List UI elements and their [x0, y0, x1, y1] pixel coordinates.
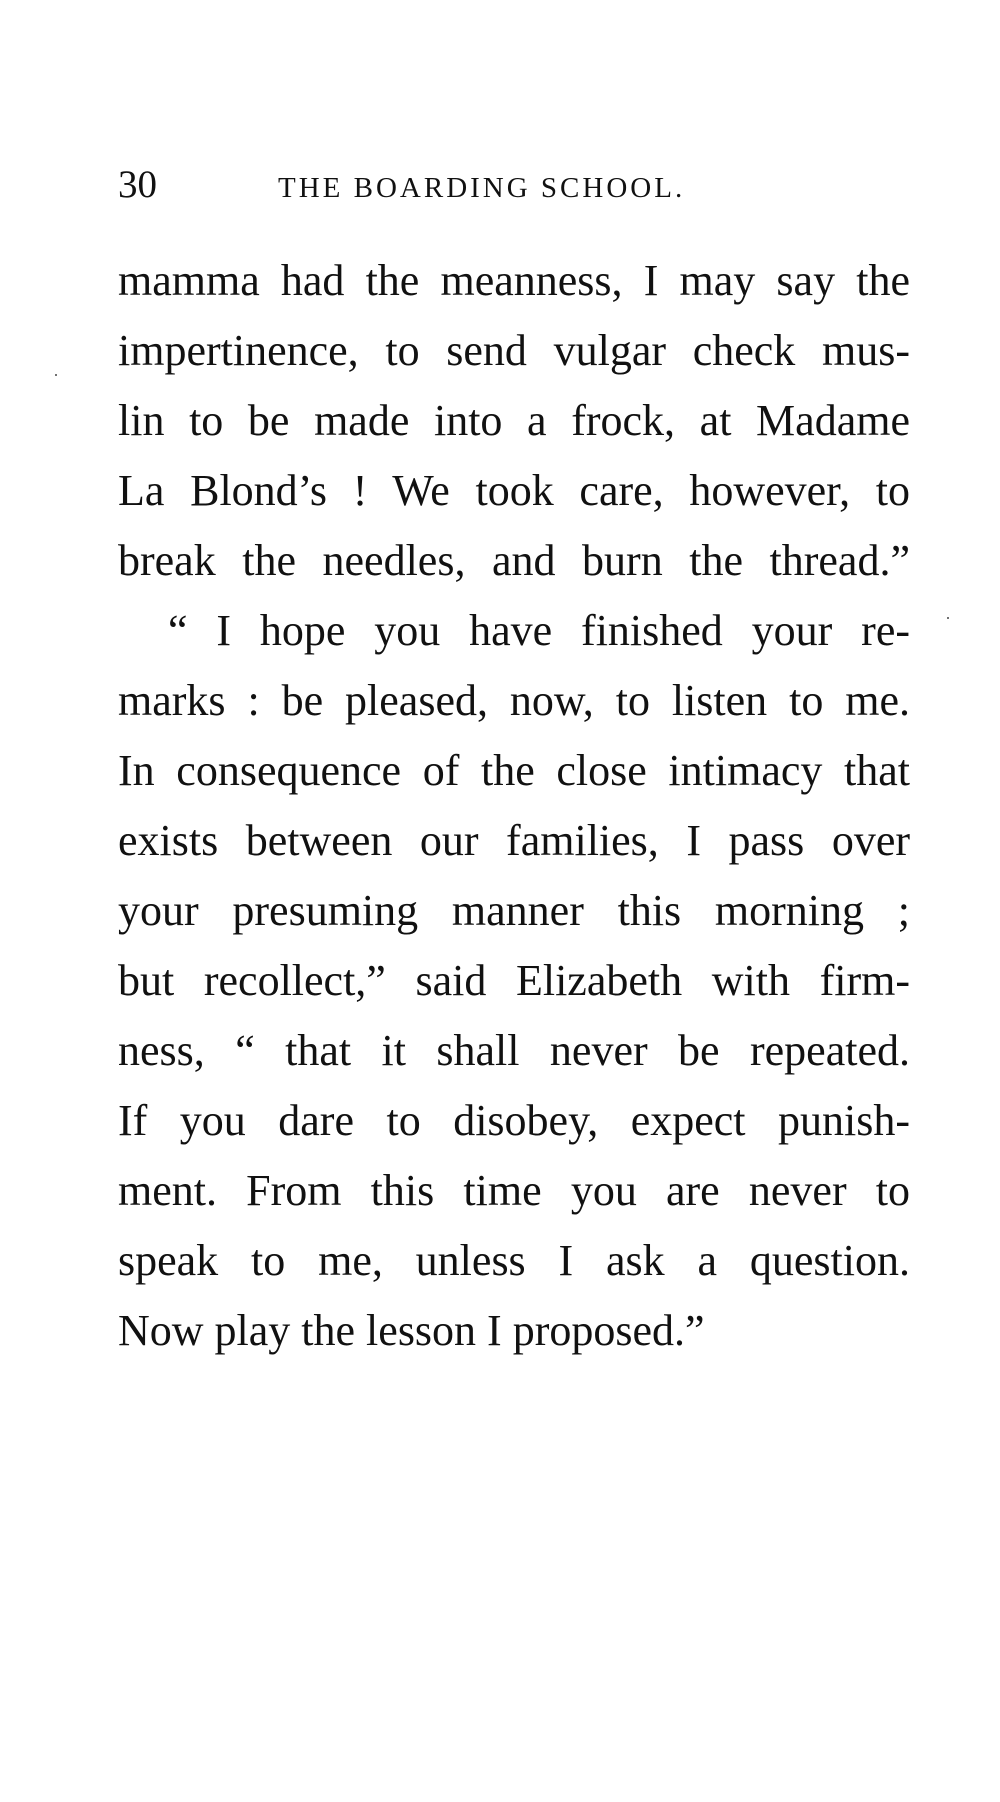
text-line: “ I hope you have finished your re-: [168, 606, 910, 655]
running-head: [118, 160, 918, 210]
paper-speck: [947, 617, 949, 619]
text-line: exists between our families, I pass over: [118, 816, 910, 865]
text-line: lin to be made into a frock, at Madame: [118, 396, 910, 445]
text-line: ment. From this time you are never to: [118, 1166, 910, 1215]
page-number: 30: [118, 163, 157, 206]
text-line: mamma had the meanness, I may say the: [118, 256, 910, 305]
text-line: your presuming manner this morning ;: [118, 886, 910, 935]
text-line: marks : be pleased, now, to listen to me.: [118, 676, 910, 725]
text-line: impertinence, to send vulgar check mus-: [118, 326, 910, 375]
running-title: THE BOARDING SCHOOL.: [278, 172, 686, 204]
text-line: La Blond’s ! We took care, however, to: [118, 466, 910, 515]
text-line: Now play the lesson I proposed.”: [118, 1306, 705, 1355]
body-text: [118, 246, 910, 1366]
text-line: break the needles, and burn the thread.”: [118, 536, 910, 585]
paper-speck: [55, 374, 57, 376]
text-line: speak to me, unless I ask a question.: [118, 1236, 910, 1285]
text-line: ness, “ that it shall never be repeated.: [118, 1026, 910, 1075]
text-line: If you dare to disobey, expect punish-: [118, 1096, 910, 1145]
text-line: but recollect,” said Elizabeth with firm-: [118, 956, 910, 1005]
text-line: In consequence of the close intimacy that: [118, 746, 910, 795]
